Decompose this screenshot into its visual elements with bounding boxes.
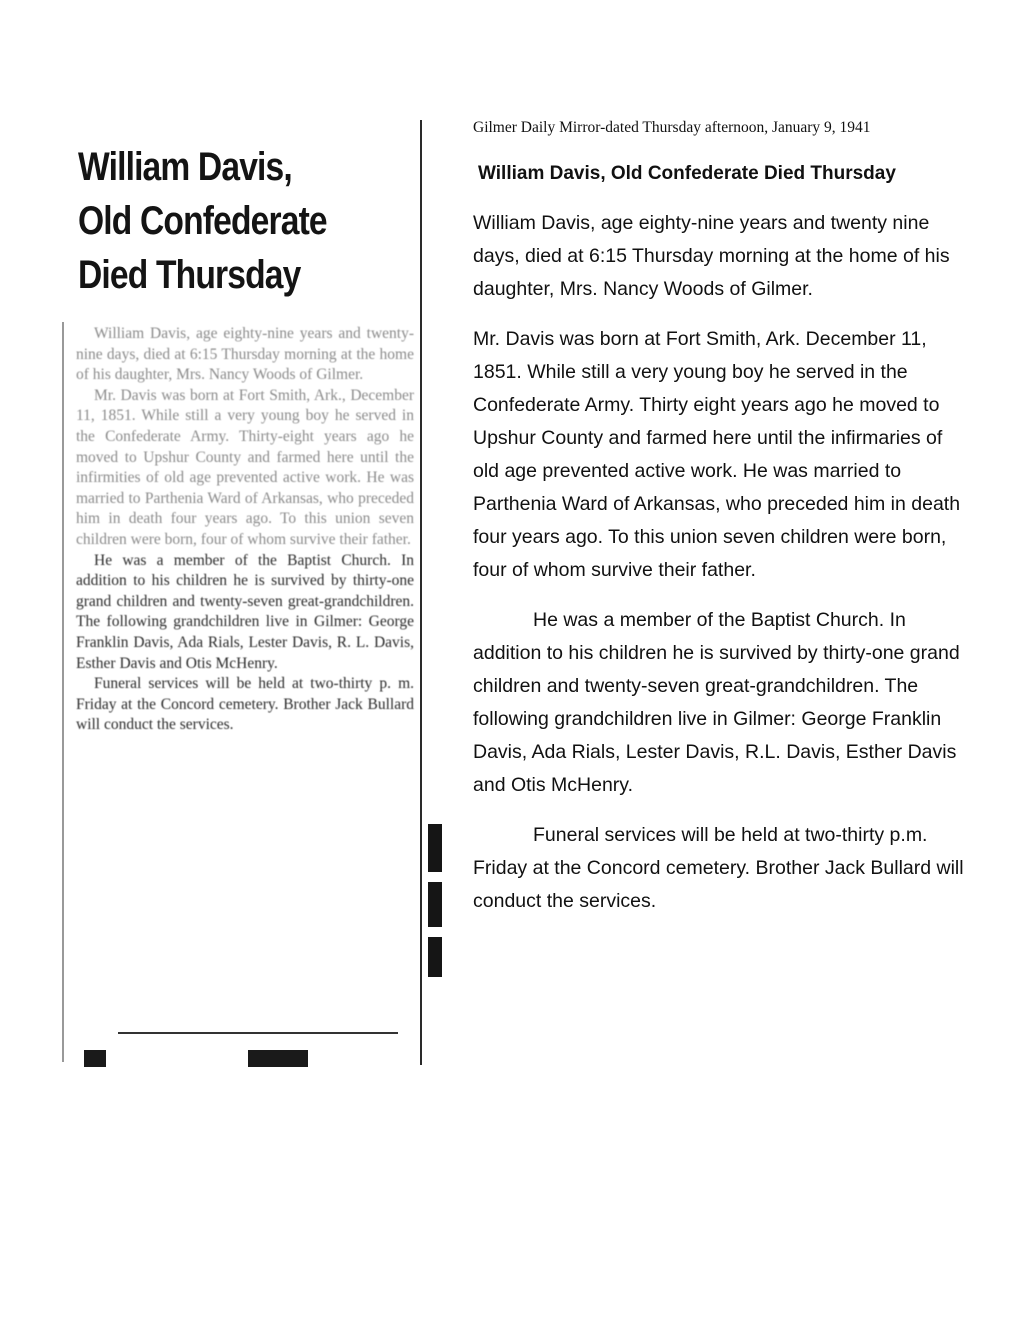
article-paragraph: William Davis, age eighty-nine years and twenty nine days, died at 6:15 Thursday morning at the home of his daughter, Mrs. Nancy Woods of Gilmer. xyxy=(473,212,950,300)
column-divider-rule xyxy=(420,120,422,1065)
newspaper-clipping-image xyxy=(58,112,446,1067)
next-article-headline-fragment xyxy=(58,1044,418,1067)
source-citation: Gilmer Daily Mirror-dated Thursday afternoon, January 9, 1941 xyxy=(473,119,871,136)
clipping-paragraph: He was a member of the Baptist Church. In addition to his children he is survived by thirty-one grand children and twenty-seven great-grandchildren. The following grandchildren live in Gilmer: George Franklin Davis, Ada Rials, Lester Davis, R. L. Davis, Esther Davis and Otis McHenry. xyxy=(76,551,414,672)
adjacent-headline-fragment xyxy=(428,937,442,977)
clipping-headline-line: William Davis, xyxy=(78,145,292,189)
adjacent-headline-fragment xyxy=(428,824,442,872)
clipping-headline-line: Old Confederate xyxy=(78,199,327,243)
clipping-paragraph: Funeral services will be held at two-thirty p. m. Friday at the Concord cemetery. Brother Jack Bullard will conduct the services. xyxy=(76,675,414,734)
article-paragraph: He was a member of the Baptist Church. In addition to his children he is survived by thirty-one grand children and twenty-seven great-grandchildren. The following grandchildren live in Gilmer: George Franklin Davis, Ada Rials, Lester Davis, R.L. Davis, Esther Davis and Otis McHenry. xyxy=(473,609,960,796)
clipping-bottom-rule xyxy=(118,1032,398,1034)
transcription xyxy=(473,118,973,935)
article-headline: William Davis, Old Confederate Died Thursday xyxy=(478,163,896,184)
clipping-body xyxy=(76,324,414,736)
adjacent-headline-fragment xyxy=(428,882,442,927)
clipping-paragraph: William Davis, age eighty-nine years and twenty-nine days, died at 6:15 Thursday morning at the home of his daughter, Mrs. Nancy Woods of Gilmer. xyxy=(76,325,414,384)
article-paragraph: Funeral services will be held at two-thirty p.m. Friday at the Concord cemetery. Brother Jack Bullard will conduct the services. xyxy=(473,824,964,912)
clipping-headline-line: Died Thursday xyxy=(78,253,301,297)
clipping-left-rule xyxy=(62,322,64,1062)
clipping-headline xyxy=(78,140,355,302)
article-paragraph: Mr. Davis was born at Fort Smith, Ark. December 11, 1851. While still a very young boy he served in the Confederate Army. Thirty eight years ago he moved to Upshur County and farmed here until the infirmaries of old age prevented active work. He was married to Parthenia Ward of Arkansas, who preceded him in death four years ago. To this union seven children were born, four of whom survive their father. xyxy=(473,328,961,581)
clipping-paragraph: Mr. Davis was born at Fort Smith, Ark., December 11, 1851. While still a very young boy he served in the Confederate Army. Thirty-eight years ago he moved to Upshur County and farmed here until the infirmities of old age prevented active work. He was married to Parthenia Ward of Arkansas, who preceded him in death four years ago. To this union seven children were born, four of whom survive their father. xyxy=(76,386,414,548)
